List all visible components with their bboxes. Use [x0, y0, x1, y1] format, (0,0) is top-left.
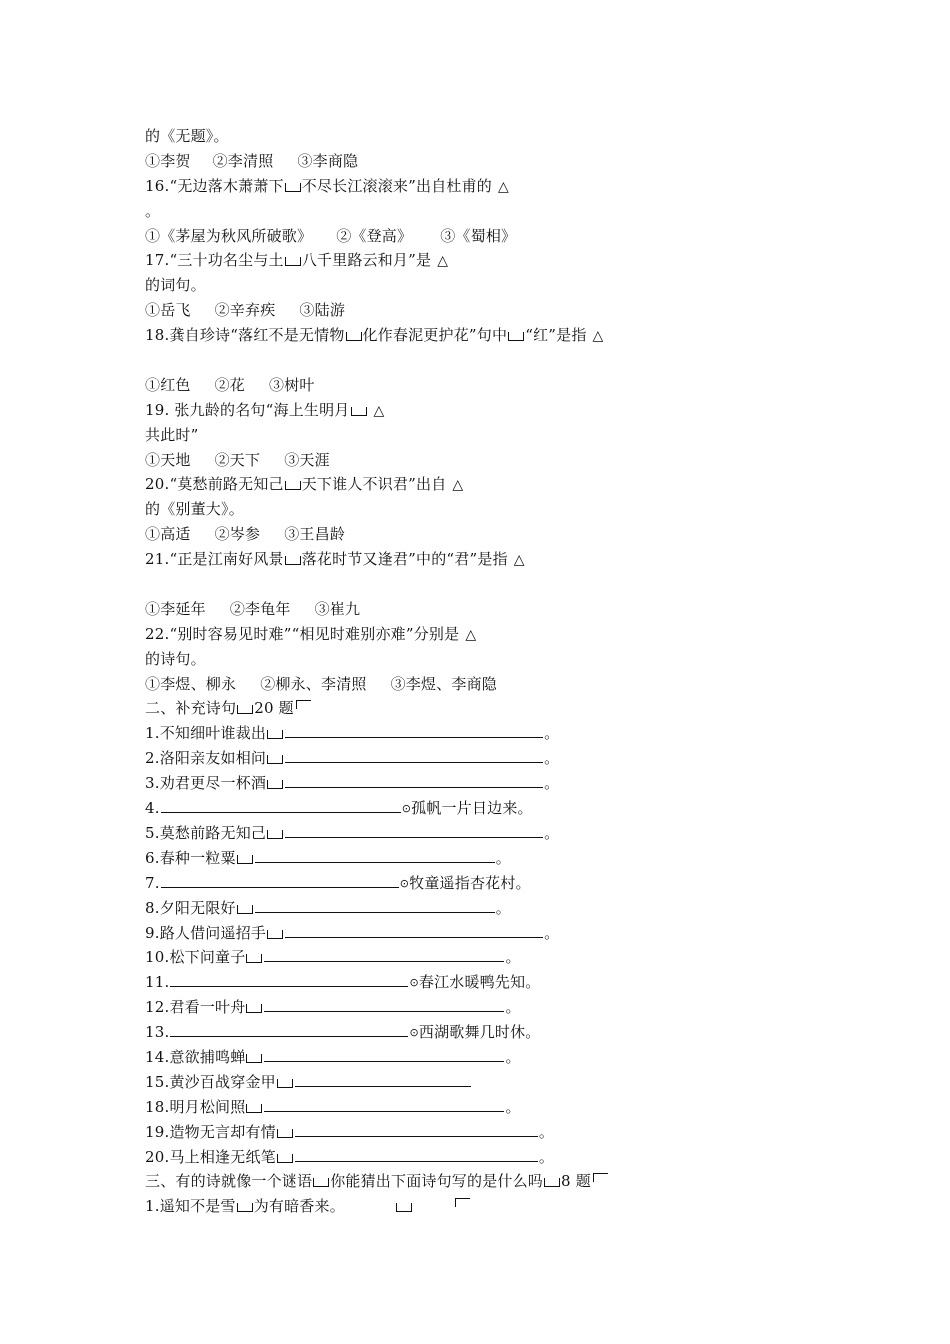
answer-triangle: △	[592, 328, 604, 345]
fill-text: 10.松下问童子	[145, 948, 246, 967]
fill-text: 3.劝君更尽一杯酒	[145, 774, 267, 793]
question-text: 22.“别时容易见时难”“相见时难别亦难”分别是	[145, 624, 460, 643]
comma-mark	[346, 332, 362, 341]
answer-blank[interactable]	[170, 972, 408, 987]
paren-mark	[237, 705, 253, 714]
comma-mark	[237, 905, 253, 914]
answer-triangle: △	[437, 253, 449, 270]
q15-tail: 的《无题》。	[145, 127, 229, 145]
fill-4	[145, 796, 845, 821]
comma-mark	[246, 1104, 262, 1113]
q21-options	[145, 597, 845, 622]
q15-options	[145, 149, 845, 174]
comma-mark	[267, 780, 283, 789]
fill-text: 孤帆一片日边来。	[411, 799, 533, 818]
q20-tail-line	[145, 497, 845, 522]
fill-text: 5.莫愁前路无知己	[145, 823, 267, 842]
q17-options	[145, 298, 845, 323]
answer-blank[interactable]	[285, 748, 543, 763]
option: ②李清照	[212, 151, 274, 170]
paren-mark	[544, 1178, 560, 1187]
blank-line	[145, 572, 845, 597]
comma-mark	[237, 855, 253, 864]
fill-8	[145, 896, 845, 921]
option: ③《蜀相》	[440, 226, 517, 245]
question-16	[145, 174, 845, 199]
fill-text: 15.黄沙百战穿金甲	[145, 1072, 276, 1091]
question-19	[145, 398, 845, 423]
answer-triangle: △	[452, 477, 464, 494]
period: 。	[505, 998, 521, 1017]
q16-tail-line	[145, 199, 845, 224]
q19-tail-line	[145, 423, 845, 448]
q17-tail-line	[145, 273, 845, 298]
period: 。	[544, 749, 560, 768]
answer-blank[interactable]	[285, 723, 543, 738]
fill-12	[145, 995, 845, 1020]
question-17	[145, 248, 845, 273]
fill-text: 19.造物无言却有情	[145, 1122, 276, 1141]
answer-blank[interactable]	[285, 923, 543, 938]
answer-blank[interactable]	[255, 848, 495, 863]
option: ①《茅屋为秋风所破歌》	[145, 226, 313, 245]
comma-mark	[267, 830, 283, 839]
option: ①李延年	[145, 599, 206, 618]
q16-options	[145, 224, 845, 249]
answer-blank[interactable]	[285, 773, 543, 788]
q19-tail: 共此时”	[145, 425, 199, 444]
answer-triangle: △	[513, 552, 525, 569]
fill-1	[145, 721, 845, 746]
worksheet-page	[145, 124, 845, 1219]
comma-mark	[277, 1079, 293, 1088]
question-18	[145, 323, 845, 348]
fill-3	[145, 771, 845, 796]
question-20	[145, 472, 845, 497]
option: ③王昌龄	[284, 525, 346, 544]
answer-blank[interactable]	[264, 1097, 504, 1112]
comma-mark	[277, 1129, 293, 1138]
fill-num: 13.	[145, 1023, 170, 1042]
question-text: 落花时节又逢君”中的“君”是指	[301, 550, 508, 569]
q20-tail: 的《别董大》。	[145, 500, 244, 519]
period: 。	[495, 848, 511, 867]
fill-18	[145, 1095, 845, 1120]
option: ②柳永、李清照	[260, 674, 367, 693]
comma-mark	[285, 481, 301, 490]
question-text: 天下谁人不识君”出自	[301, 475, 447, 494]
answer-blank[interactable]	[295, 1072, 471, 1087]
option: ②《登高》	[336, 226, 413, 245]
fill-num: 11.	[145, 973, 170, 992]
fill-text: 6.春种一粒粟	[145, 848, 236, 867]
section-3-heading	[145, 1169, 845, 1194]
fill-text: 牧童遥指杏花村。	[409, 873, 531, 892]
period: 。	[538, 1122, 555, 1141]
answer-triangle: △	[465, 626, 477, 643]
comma-mark	[285, 556, 301, 565]
q19-options	[145, 448, 845, 473]
option: ①岳飞	[145, 301, 191, 320]
option: ①李贺	[145, 151, 191, 170]
option: ②天下	[214, 450, 261, 469]
fill-11	[145, 970, 845, 995]
answer-blank[interactable]	[295, 1122, 538, 1137]
fill-text: 9.路人借问遥招手	[145, 923, 267, 942]
fill-text: 1.不知细叶谁裁出	[145, 724, 267, 743]
period: 。	[505, 1097, 521, 1116]
q22-tail-line	[145, 647, 845, 672]
paren-mark	[593, 1173, 608, 1182]
fill-9	[145, 921, 845, 946]
question-text: 化作春泥更护花”句中	[362, 326, 508, 345]
fill-text: 2.洛阳亲友如相问	[145, 749, 267, 768]
paren-mark	[396, 1203, 412, 1212]
comma-mark	[246, 954, 262, 963]
riddle-text: 为有暗香来。	[253, 1197, 345, 1216]
fill-10	[145, 945, 845, 970]
comma-mark: ⊙	[409, 1026, 419, 1040]
q15-tail-line	[145, 124, 845, 149]
heading-count: 20 题	[254, 699, 294, 718]
question-text: 20.“莫愁前路无知己	[145, 475, 284, 494]
option: ③树叶	[269, 375, 315, 394]
q22-tail: 的诗句。	[145, 649, 206, 668]
riddle-1	[145, 1194, 845, 1219]
period: 。	[505, 948, 521, 967]
comma-mark	[246, 1054, 262, 1063]
q16-tail: 。	[145, 201, 161, 220]
answer-blank[interactable]	[264, 947, 504, 962]
fill-num: 7.	[145, 873, 160, 892]
fill-14	[145, 1045, 845, 1070]
option: ②辛弃疾	[214, 301, 276, 320]
q22-options	[145, 672, 845, 697]
option: ②岑参	[214, 525, 261, 544]
comma-mark	[277, 1154, 293, 1163]
answer-blank[interactable]	[264, 1047, 504, 1062]
question-text: 21.“正是江南好风景	[145, 550, 284, 569]
fill-6	[145, 846, 845, 871]
option: ③李煜、李商隐	[390, 674, 498, 693]
comma-mark	[237, 1203, 253, 1212]
period: 。	[495, 898, 511, 917]
section-2-heading	[145, 696, 845, 721]
fill-13	[145, 1020, 845, 1045]
fill-text: 20.马上相逢无纸笔	[145, 1147, 276, 1166]
riddle-text: 1.遥知不是雪	[145, 1197, 236, 1216]
fill-text: 14.意欲捕鸣蝉	[145, 1047, 246, 1066]
fill-text: 12.君看一叶舟	[145, 998, 246, 1017]
fill-text: 8.夕阳无限好	[145, 898, 236, 917]
comma-mark	[285, 183, 301, 192]
comma-mark	[285, 257, 301, 266]
option: ①高适	[145, 525, 191, 544]
comma-mark	[351, 407, 367, 416]
fill-5	[145, 821, 845, 846]
fill-19	[145, 1120, 845, 1145]
question-21	[145, 547, 845, 572]
comma-mark	[508, 332, 524, 341]
comma-mark: ⊙	[409, 976, 419, 990]
answer-blank[interactable]	[285, 823, 543, 838]
question-text: 19. 张九龄的名句“海上生明月	[145, 400, 350, 419]
comma-mark: ⊙	[401, 802, 412, 816]
comma-mark: ⊙	[399, 876, 410, 890]
option: ③崔九	[314, 599, 361, 618]
period: 。	[544, 774, 560, 793]
fill-20	[145, 1145, 845, 1170]
paren-mark	[455, 1198, 470, 1207]
answer-blank[interactable]	[161, 798, 401, 813]
option: ①李煜、柳永	[145, 674, 237, 693]
heading-text: 二、补充诗句	[145, 699, 237, 718]
option: ②李龟年	[229, 599, 291, 618]
answer-blank[interactable]	[255, 898, 495, 913]
option: ①红色	[145, 375, 191, 394]
answer-blank[interactable]	[295, 1147, 538, 1162]
question-text: 18.龚自珍诗“落红不是无情物	[145, 326, 345, 345]
question-text: 16.“无边落木萧萧下	[145, 176, 284, 195]
q17-tail: 的词句。	[145, 276, 206, 295]
question-22	[145, 622, 845, 647]
option: ①天地	[145, 450, 191, 469]
comma-mark	[313, 1178, 329, 1187]
blank-line	[145, 348, 845, 373]
option: ③李商隐	[297, 151, 359, 170]
q18-options	[145, 373, 845, 398]
answer-blank[interactable]	[161, 873, 399, 888]
period: 。	[544, 923, 560, 942]
fill-text: 春江水暖鸭先知。	[418, 973, 541, 992]
comma-mark	[267, 730, 283, 739]
q20-options	[145, 522, 845, 547]
comma-mark	[267, 755, 283, 764]
answer-blank[interactable]	[264, 997, 504, 1012]
comma-mark	[246, 1004, 262, 1013]
option: ②花	[214, 375, 246, 394]
answer-triangle: △	[498, 178, 509, 195]
heading-text: 你能猜出下面诗句写的是什么吗	[330, 1172, 544, 1191]
answer-triangle: △	[373, 402, 385, 419]
period: 。	[538, 1147, 555, 1166]
fill-2	[145, 746, 845, 771]
heading-count: 8 题	[561, 1172, 591, 1191]
period: 。	[505, 1047, 521, 1066]
paren-mark	[296, 700, 311, 709]
fill-15	[145, 1070, 845, 1095]
period: 。	[544, 724, 560, 743]
answer-blank[interactable]	[170, 1022, 408, 1037]
question-text: 八千里路云和月”是	[301, 251, 432, 270]
question-text: 17.“三十功名尘与土	[145, 251, 284, 270]
question-text: “红”是指	[525, 326, 587, 345]
period: 。	[544, 823, 560, 842]
fill-num: 4.	[145, 799, 160, 818]
question-text: 不尽长江滚滚来”出自杜甫的	[301, 176, 493, 195]
fill-7	[145, 871, 845, 896]
option: ③陆游	[299, 301, 346, 320]
heading-text: 三、有的诗就像一个谜语	[145, 1172, 313, 1191]
option: ③天涯	[284, 450, 330, 469]
fill-text: 18.明月松间照	[145, 1097, 246, 1116]
fill-text: 西湖歌舞几时休。	[418, 1023, 541, 1042]
comma-mark	[267, 930, 283, 939]
